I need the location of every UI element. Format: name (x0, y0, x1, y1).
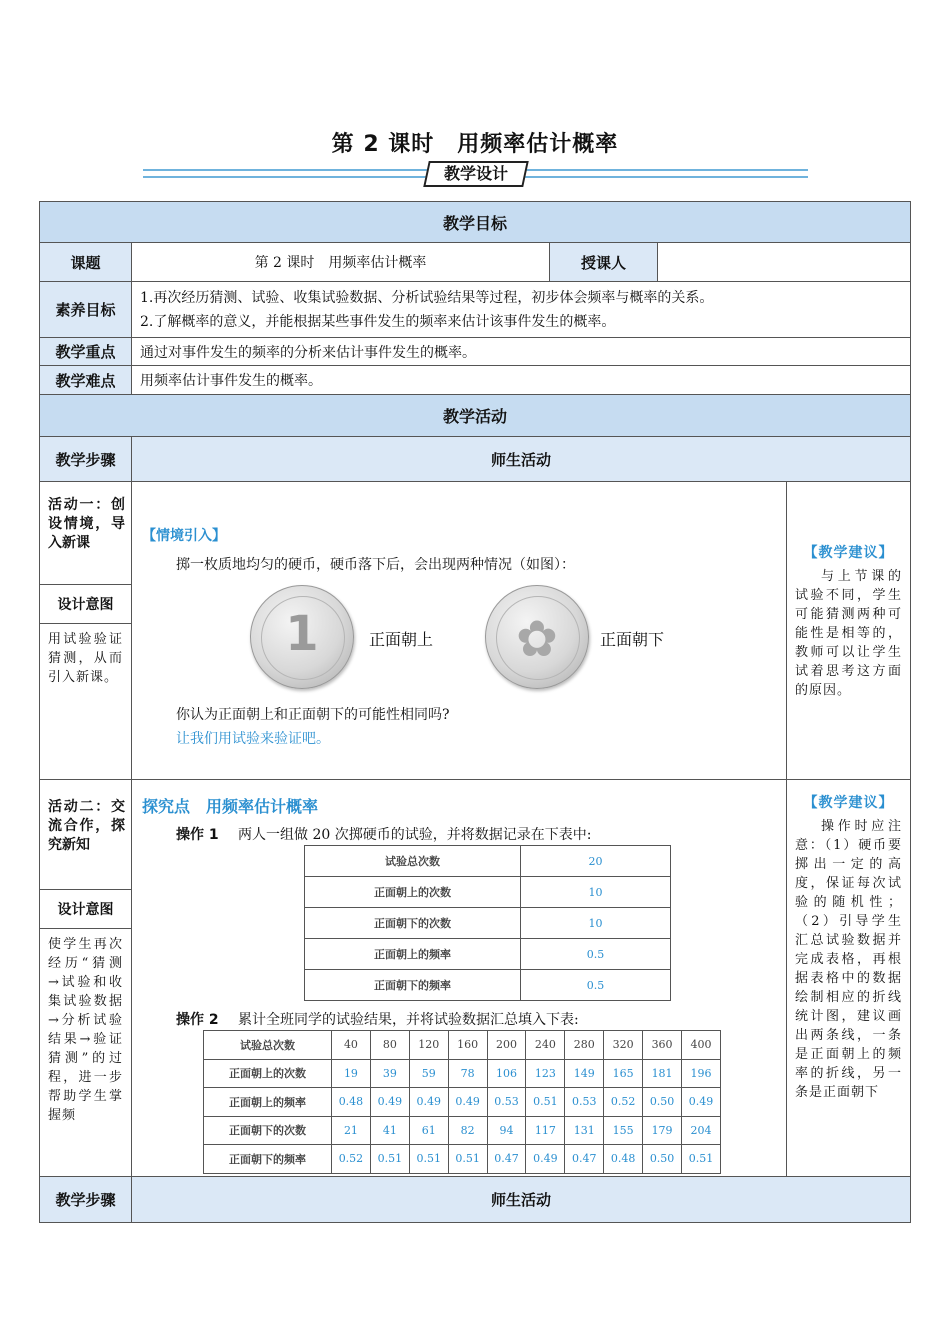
table2-cell: 123 (526, 1059, 565, 1088)
footer-steps-label: 教学步骤 (40, 1177, 132, 1222)
table2-cell: 0.49 (370, 1088, 409, 1117)
table2-cell: 0.51 (409, 1145, 448, 1174)
key-row (40, 338, 910, 366)
table1-row-label: 正面朝上的频率 (305, 939, 521, 970)
op1-label: 操作 1 (176, 827, 219, 843)
teacher-value (658, 243, 910, 281)
table1-row (305, 970, 671, 1001)
activity2-tip-text: 操作时应注意：（1）硬币要掷出一定的高度，保证每次试验的随机性；（2）引导学生汇总试验数据并完成表格，再根据表格中的数据绘制相应的折线统计图，建议画出两条线，一条是正面朝上的频率的折线，另一条是正面朝下 (795, 819, 902, 1100)
topic-row (40, 243, 910, 282)
table2-row (204, 1088, 721, 1117)
table2-row (204, 1031, 721, 1060)
activity-label: 师生活动 (132, 437, 910, 481)
activities-header-label: 教学活动 (442, 407, 507, 426)
table2-cell: 320 (604, 1031, 643, 1060)
table2-cell: 0.49 (409, 1088, 448, 1117)
activity1-title: 活动一：创设情境，导入新课 (48, 497, 125, 551)
key-label: 教学重点 (40, 338, 132, 365)
table1-row-value: 0.5 (521, 970, 671, 1001)
table2-cell: 280 (565, 1031, 604, 1060)
coin-back-label: 正面朝下 (600, 630, 665, 649)
table2-cell: 0.49 (682, 1088, 721, 1117)
activity2-tip (787, 780, 910, 1176)
activity2-tip-head: 【教学建议】 (803, 795, 894, 811)
table2-cell: 0.49 (526, 1145, 565, 1174)
table2-cell: 0.51 (448, 1145, 487, 1174)
difficult-value: 用频率估计事件发生的概率。 (140, 373, 322, 389)
table2-cell: 131 (565, 1116, 604, 1145)
coin-front-label: 正面朝上 (369, 630, 434, 649)
table2-cell: 40 (332, 1031, 371, 1060)
coin-intro-text: 掷一枚质地均匀的硬币，硬币落下后，会出现两种情况（如图）： (176, 557, 575, 573)
activities-header (40, 395, 910, 437)
objectives-header-label: 教学目标 (442, 213, 507, 233)
table2-cell: 165 (604, 1059, 643, 1088)
activity2-design-label: 设计意图 (40, 889, 131, 929)
table2-cell: 160 (448, 1031, 487, 1060)
table1-row-value: 0.5 (521, 939, 671, 970)
table2-cell: 0.50 (643, 1088, 682, 1117)
activity2-row (40, 780, 910, 1177)
table1-row-value: 10 (521, 877, 671, 908)
coin-front-image (250, 585, 354, 689)
lesson-table (39, 201, 911, 1223)
difficult-row (40, 366, 910, 395)
table2-cell: 360 (643, 1031, 682, 1060)
table2-cell: 0.49 (448, 1088, 487, 1117)
literacy-content (132, 282, 910, 337)
coin-back-image (485, 585, 589, 689)
inquiry-title: 探究点 用频率估计概率 (142, 797, 319, 816)
table1-row-value: 10 (521, 908, 671, 939)
table2-row-label: 试验总次数 (204, 1031, 332, 1060)
table2-cell: 120 (409, 1031, 448, 1060)
page-title: 第 2 课时 用频率估计概率 (331, 132, 619, 157)
topic-value: 第 2 课时 用频率估计概率 (132, 243, 550, 281)
table2-cell: 0.51 (370, 1145, 409, 1174)
table2-cell: 78 (448, 1059, 487, 1088)
activity1-main (132, 482, 787, 779)
literacy-row (40, 282, 910, 338)
trial-table-1 (304, 845, 671, 1001)
table2-cell: 41 (370, 1116, 409, 1145)
table2-cell: 240 (526, 1031, 565, 1060)
table2-cell: 80 (370, 1031, 409, 1060)
steps-header-row (40, 437, 910, 482)
activity1-tip-text: 与上节课的试验不同，学生可能猜测两种可能性是相等的，教师可以让学生试着思考这方面的原因。 (795, 569, 902, 698)
activity1-row (40, 482, 910, 780)
activity2-side (40, 780, 132, 1176)
table1-row (305, 908, 671, 939)
table2-cell: 0.52 (604, 1088, 643, 1117)
table2-cell: 0.51 (682, 1145, 721, 1174)
table1-row-label: 正面朝下的次数 (305, 908, 521, 939)
table2-cell: 82 (448, 1116, 487, 1145)
activity1-tip (787, 482, 910, 779)
op2-label: 操作 2 (176, 1012, 219, 1028)
trial-table-2 (203, 1030, 721, 1174)
activity2-main (132, 780, 787, 1176)
activity1-design-label: 设计意图 (40, 584, 131, 624)
table2-row (204, 1145, 721, 1174)
table2-cell: 149 (565, 1059, 604, 1088)
table2-cell: 179 (643, 1116, 682, 1145)
coin-question: 你认为正面朝上和正面朝下的可能性相同吗? (176, 707, 450, 723)
table2-cell: 19 (332, 1059, 371, 1088)
table2-row-label: 正面朝上的频率 (204, 1088, 332, 1117)
table2-cell: 200 (487, 1031, 526, 1060)
table2-cell: 21 (332, 1116, 371, 1145)
table1-row-value: 20 (521, 846, 671, 877)
table2-cell: 0.52 (332, 1145, 371, 1174)
table2-cell: 117 (526, 1116, 565, 1145)
table2-cell: 94 (487, 1116, 526, 1145)
table2-cell: 0.47 (487, 1145, 526, 1174)
banner-tag (423, 161, 529, 187)
table2-cell: 61 (409, 1116, 448, 1145)
literacy-item-2: 2.了解概率的意义，并能根据某些事件发生的频率来估计该事件发生的概率。 (140, 313, 616, 330)
table2-cell: 0.48 (604, 1145, 643, 1174)
difficult-label: 教学难点 (40, 366, 132, 394)
table2-row (204, 1116, 721, 1145)
footer-steps-row (40, 1177, 910, 1222)
coin-front-value: 1 (285, 606, 319, 662)
table2-cell: 0.53 (565, 1088, 604, 1117)
banner (143, 158, 808, 190)
steps-label: 教学步骤 (40, 437, 132, 481)
table2-row (204, 1059, 721, 1088)
table2-cell: 106 (487, 1059, 526, 1088)
table2-cell: 0.47 (565, 1145, 604, 1174)
op1-text: 两人一组做 20 次掷硬币的试验，并将数据记录在下表中: (238, 827, 592, 843)
table1-row (305, 877, 671, 908)
key-value: 通过对事件发生的频率的分析来估计事件发生的概率。 (140, 344, 476, 361)
table2-cell: 155 (604, 1116, 643, 1145)
table1-row-label: 正面朝上的次数 (305, 877, 521, 908)
scene-intro-tag: 【情境引入】 (142, 528, 226, 544)
table2-row-label: 正面朝上的次数 (204, 1059, 332, 1088)
table1-row-label: 试验总次数 (305, 846, 521, 877)
activity1-tip-head: 【教学建议】 (803, 545, 894, 561)
activity1-design-text: 用试验验证猜测，从而引入新课。 (48, 632, 123, 685)
topic-label: 课题 (40, 243, 132, 281)
literacy-item-1: 1.再次经历猜测、试验、收集试验数据、分析试验结果等过程，初步体会频率与概率的关系。 (140, 289, 714, 306)
table2-cell: 204 (682, 1116, 721, 1145)
table2-cell: 196 (682, 1059, 721, 1088)
table2-cell: 0.50 (643, 1145, 682, 1174)
teacher-label: 授课人 (550, 243, 658, 281)
coin-prompt: 让我们用试验来验证吧。 (176, 731, 330, 747)
table2-cell: 0.48 (332, 1088, 371, 1117)
table1-row (305, 939, 671, 970)
footer-activity-label: 师生活动 (132, 1177, 910, 1222)
objectives-header (40, 202, 910, 243)
literacy-label: 素养目标 (40, 282, 132, 337)
table2-cell: 0.53 (487, 1088, 526, 1117)
activity2-title: 活动二：交流合作，探究新知 (48, 799, 125, 853)
table1-row-label: 正面朝下的频率 (305, 970, 521, 1001)
table2-cell: 181 (643, 1059, 682, 1088)
activity2-design-text: 使学生再次经历“猜测→试验和收集试验数据→分析试验结果→验证猜测”的过程，进一步帮助学生掌握频 (48, 937, 123, 1123)
chrysanthemum-icon: ✿ (516, 610, 558, 668)
table2-cell: 59 (409, 1059, 448, 1088)
table2-cell: 39 (370, 1059, 409, 1088)
table2-row-label: 正面朝下的频率 (204, 1145, 332, 1174)
banner-label: 教学设计 (443, 164, 508, 183)
table2-cell: 0.51 (526, 1088, 565, 1117)
activity1-side (40, 482, 132, 779)
op2-text: 累计全班同学的试验结果，并将试验数据汇总填入下表: (238, 1012, 579, 1028)
table2-cell: 400 (682, 1031, 721, 1060)
table2-row-label: 正面朝下的次数 (204, 1116, 332, 1145)
table1-row (305, 846, 671, 877)
